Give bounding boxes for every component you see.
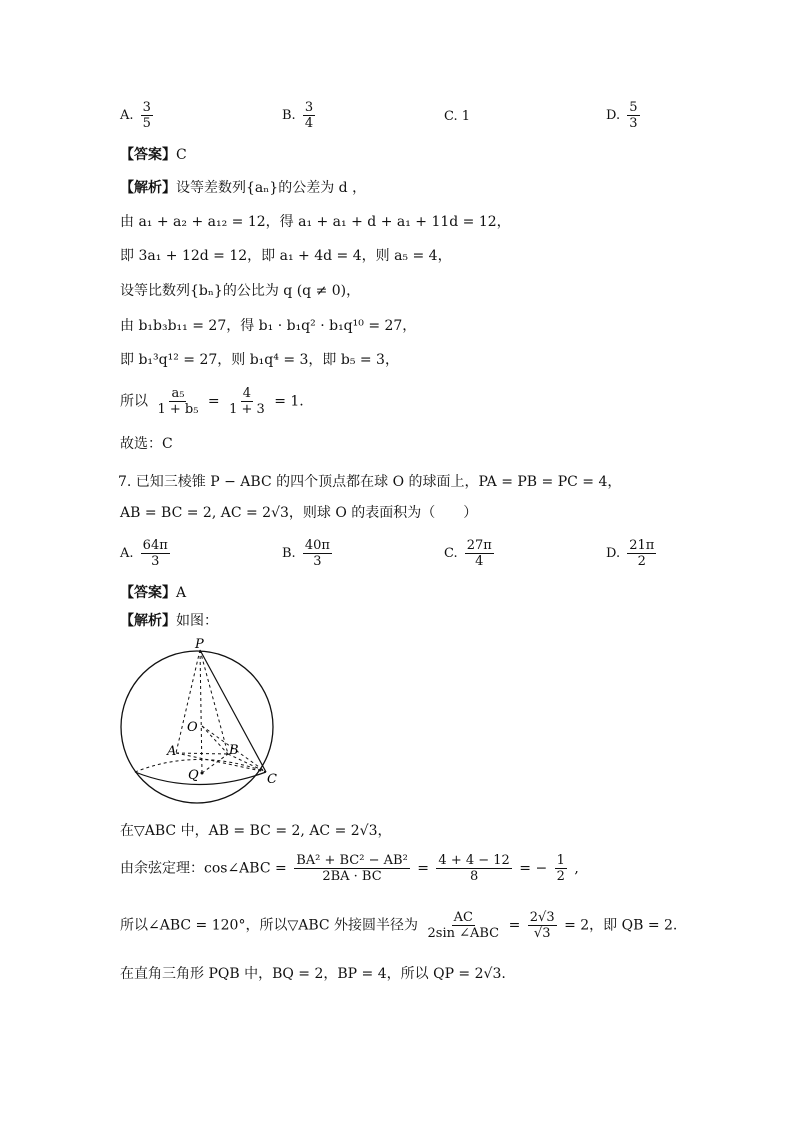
edge-pa [176,650,200,753]
q6-option-a-fraction: $\frac{3}{5}$ [142,100,151,131]
label-p: P [195,637,204,652]
q6-option-a: A. $\frac{3}{5}$ [120,100,151,131]
q7-option-c: C. $\frac{27\pi}{4}$ [444,538,492,569]
fraction-a5-over-1plusb5: $\frac{\text{a₅}}{\text{1 + b₅}}$ [157,386,199,417]
q6-analysis-line-7: 所以 $\frac{\text{a₅}}{\text{1 + b₅}}$ = $\frac{4}{1 + 3}$ = 1. [120,386,304,417]
fraction-cosine-law: $\frac{\text{BA² + BC² − AB²}}{2BA \cdot BC}$ [296,853,408,884]
fraction-cosine-values: $\frac{4 + 4 - 12}{8}$ [438,853,510,884]
label-a: A [167,744,177,759]
q6-analysis-line-6: 即 b₁³q¹² = 27，则 b₁q⁴ = 3，即 b₅ = 3， [120,352,399,368]
q6-analysis-line-1: 【解析】设等差数列{aₙ}的公差为 d ， [120,180,367,196]
q7-option-b: B. $\frac{40\pi}{3}$ [282,538,330,569]
q7-analysis-line-2: 由余弦定理：cos∠ABC = $\frac{\text{BA² + BC² − AB²}}{2BA \cdot BC}$ = $\frac{4 + 4 - 12}{8}$ = − $\frac{1}{2}$ , [120,853,579,884]
q7-analysis-line-3: 所以∠ABC = 120°，所以▽ABC 外接圆半径为 $\frac{AC}{\text{2sin ∠ABC}}$ = $\frac{2√3}{√3}$ = 2，即 QB = 2. [120,910,678,941]
q6-option-d-fraction: $\frac{5}{3}$ [629,100,638,131]
q6-option-c: C. 1 [444,109,471,124]
sphere-tetrahedron-figure [118,636,288,811]
q6-answer: 【答案】C [120,147,187,163]
q7-option-a-fraction: $\frac{64\pi}{3}$ [142,538,168,569]
q6-analysis-line-5: 由 b₁b₃b₁₁ = 27，得 b₁ · b₁q² · b₁q¹⁰ = 27， [120,318,417,334]
q7-option-d: D. $\frac{21\pi}{2}$ [606,538,655,569]
q7-option-d-fraction: $\frac{21\pi}{2}$ [629,538,655,569]
q6-analysis-line-8: 故选：C [120,436,173,452]
segment-pq [200,650,202,773]
edge-ab [176,753,228,754]
label-c: C [267,772,277,787]
q6-option-b: B. $\frac{3}{4}$ [282,100,314,131]
point-q [201,772,204,775]
q7-stem-line-2: AB = BC = 2, AC = 2√3，则球 O 的表面积为（ ） [120,505,478,521]
sphere-equator-front [135,772,266,785]
label-q: Q [188,768,199,783]
q7-answer: 【答案】A [120,585,187,601]
fraction-one-half: $\frac{1}{2}$ [556,853,565,884]
q7-analysis-line-1: 在▽ABC 中，AB = BC = 2, AC = 2√3， [120,823,392,839]
q7-analysis-line-4: 在直角三角形 PQB 中，BQ = 2，BP = 4，所以 QP = 2√3. [120,966,506,982]
q6-option-b-fraction: $\frac{3}{4}$ [304,100,314,131]
q6-analysis-line-3: 即 3a₁ + 12d = 12，即 a₁ + 4d = 4，则 a₅ = 4， [120,248,452,264]
q7-option-a: A. $\frac{64\pi}{3}$ [120,538,168,569]
q7-analysis-intro: 【解析】如图： [120,613,218,629]
label-o: O [187,720,198,735]
q6-option-d: D. $\frac{5}{3}$ [606,100,638,131]
fraction-2sqrt3-over-sqrt3: $\frac{2√3}{√3}$ [529,910,555,941]
q6-analysis-line-2: 由 a₁ + a₂ + a₁₂ = 12，得 a₁ + a₁ + d + a₁ + 11d = 12， [120,214,511,230]
q7-stem-line-1: 7. 已知三棱锥 P − ABC 的四个顶点都在球 O 的球面上，PA = PB = PC = 4， [118,474,622,490]
q7-option-c-fraction: $\frac{27\pi}{4}$ [466,538,492,569]
q7-option-b-fraction: $\frac{40\pi}{3}$ [304,538,330,569]
fraction-circumradius: $\frac{AC}{\text{2sin ∠ABC}}$ [427,910,500,941]
segment-ob [202,726,228,754]
edge-pb [200,650,228,754]
q6-analysis-line-4: 设等比数列{bₙ}的公比为 q (q ≠ 0)， [120,283,361,299]
fraction-4-over-1plus3: $\frac{4}{1 + 3}$ [229,386,265,417]
sphere-equator-back [135,760,266,773]
label-b: B [229,743,239,758]
